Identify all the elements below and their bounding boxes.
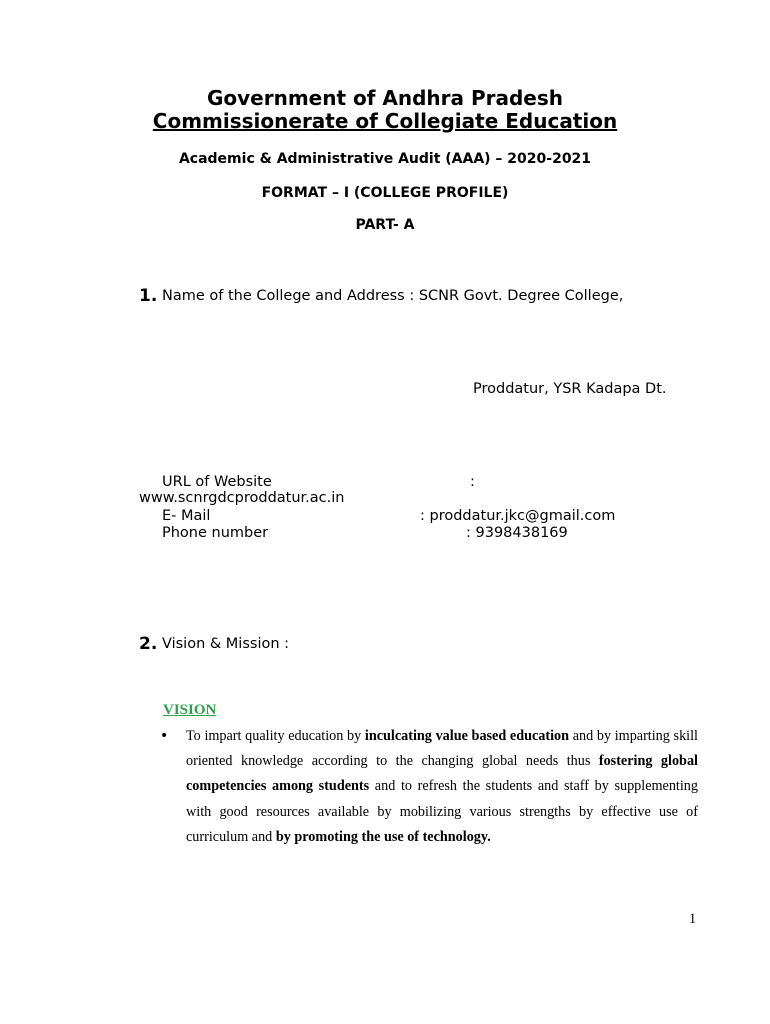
url-colon: :	[470, 474, 475, 490]
college-address-line2: Proddatur, YSR Kadapa Dt.	[473, 381, 667, 397]
section-1-number: 1.	[139, 286, 158, 306]
bullet-icon: •	[160, 728, 169, 744]
format-title: FORMAT – I (COLLEGE PROFILE)	[261, 185, 509, 201]
vision-bold-3: by promoting the use of technology.	[275, 828, 491, 845]
phone-value: : 9398438169	[466, 525, 568, 541]
email-value[interactable]: : proddatur.jkc@gmail.com	[420, 508, 616, 524]
header-government: Government of Andhra Pradesh	[206, 86, 564, 110]
vision-text-3: and to refresh the students and staff by supplementing with good resources available by mobilizing various strengths by effective use of curriculum and	[186, 778, 698, 845]
vision-bold-1: inculcating value based education	[364, 728, 570, 744]
audit-title: Academic & Administrative Audit (AAA) – 2020-2021	[178, 151, 592, 167]
college-name-label: Name of the College and Address : SCNR Govt. Degree College,	[162, 288, 624, 304]
page-number: 1	[689, 911, 697, 927]
vision-paragraph	[186, 724, 698, 850]
part-title: PART- A	[355, 217, 415, 233]
vision-heading: VISION	[163, 702, 217, 718]
url-value[interactable]: www.scnrgdcproddatur.ac.in	[139, 490, 345, 506]
phone-label: Phone number	[162, 525, 269, 541]
header-commissionerate: Commissionerate of Collegiate Education	[152, 109, 618, 133]
url-label: URL of Website	[162, 474, 272, 490]
vision-text-2: and by imparting skill oriented knowledge according to the changing global needs thus	[186, 728, 698, 770]
vision-bold-2: fostering global competencies among students	[186, 753, 698, 795]
vision-text-1: To impart quality education by	[186, 728, 365, 744]
email-label: E- Mail	[162, 508, 211, 524]
vision-mission-label: Vision & Mission :	[162, 636, 290, 652]
section-2-number: 2.	[139, 634, 158, 654]
